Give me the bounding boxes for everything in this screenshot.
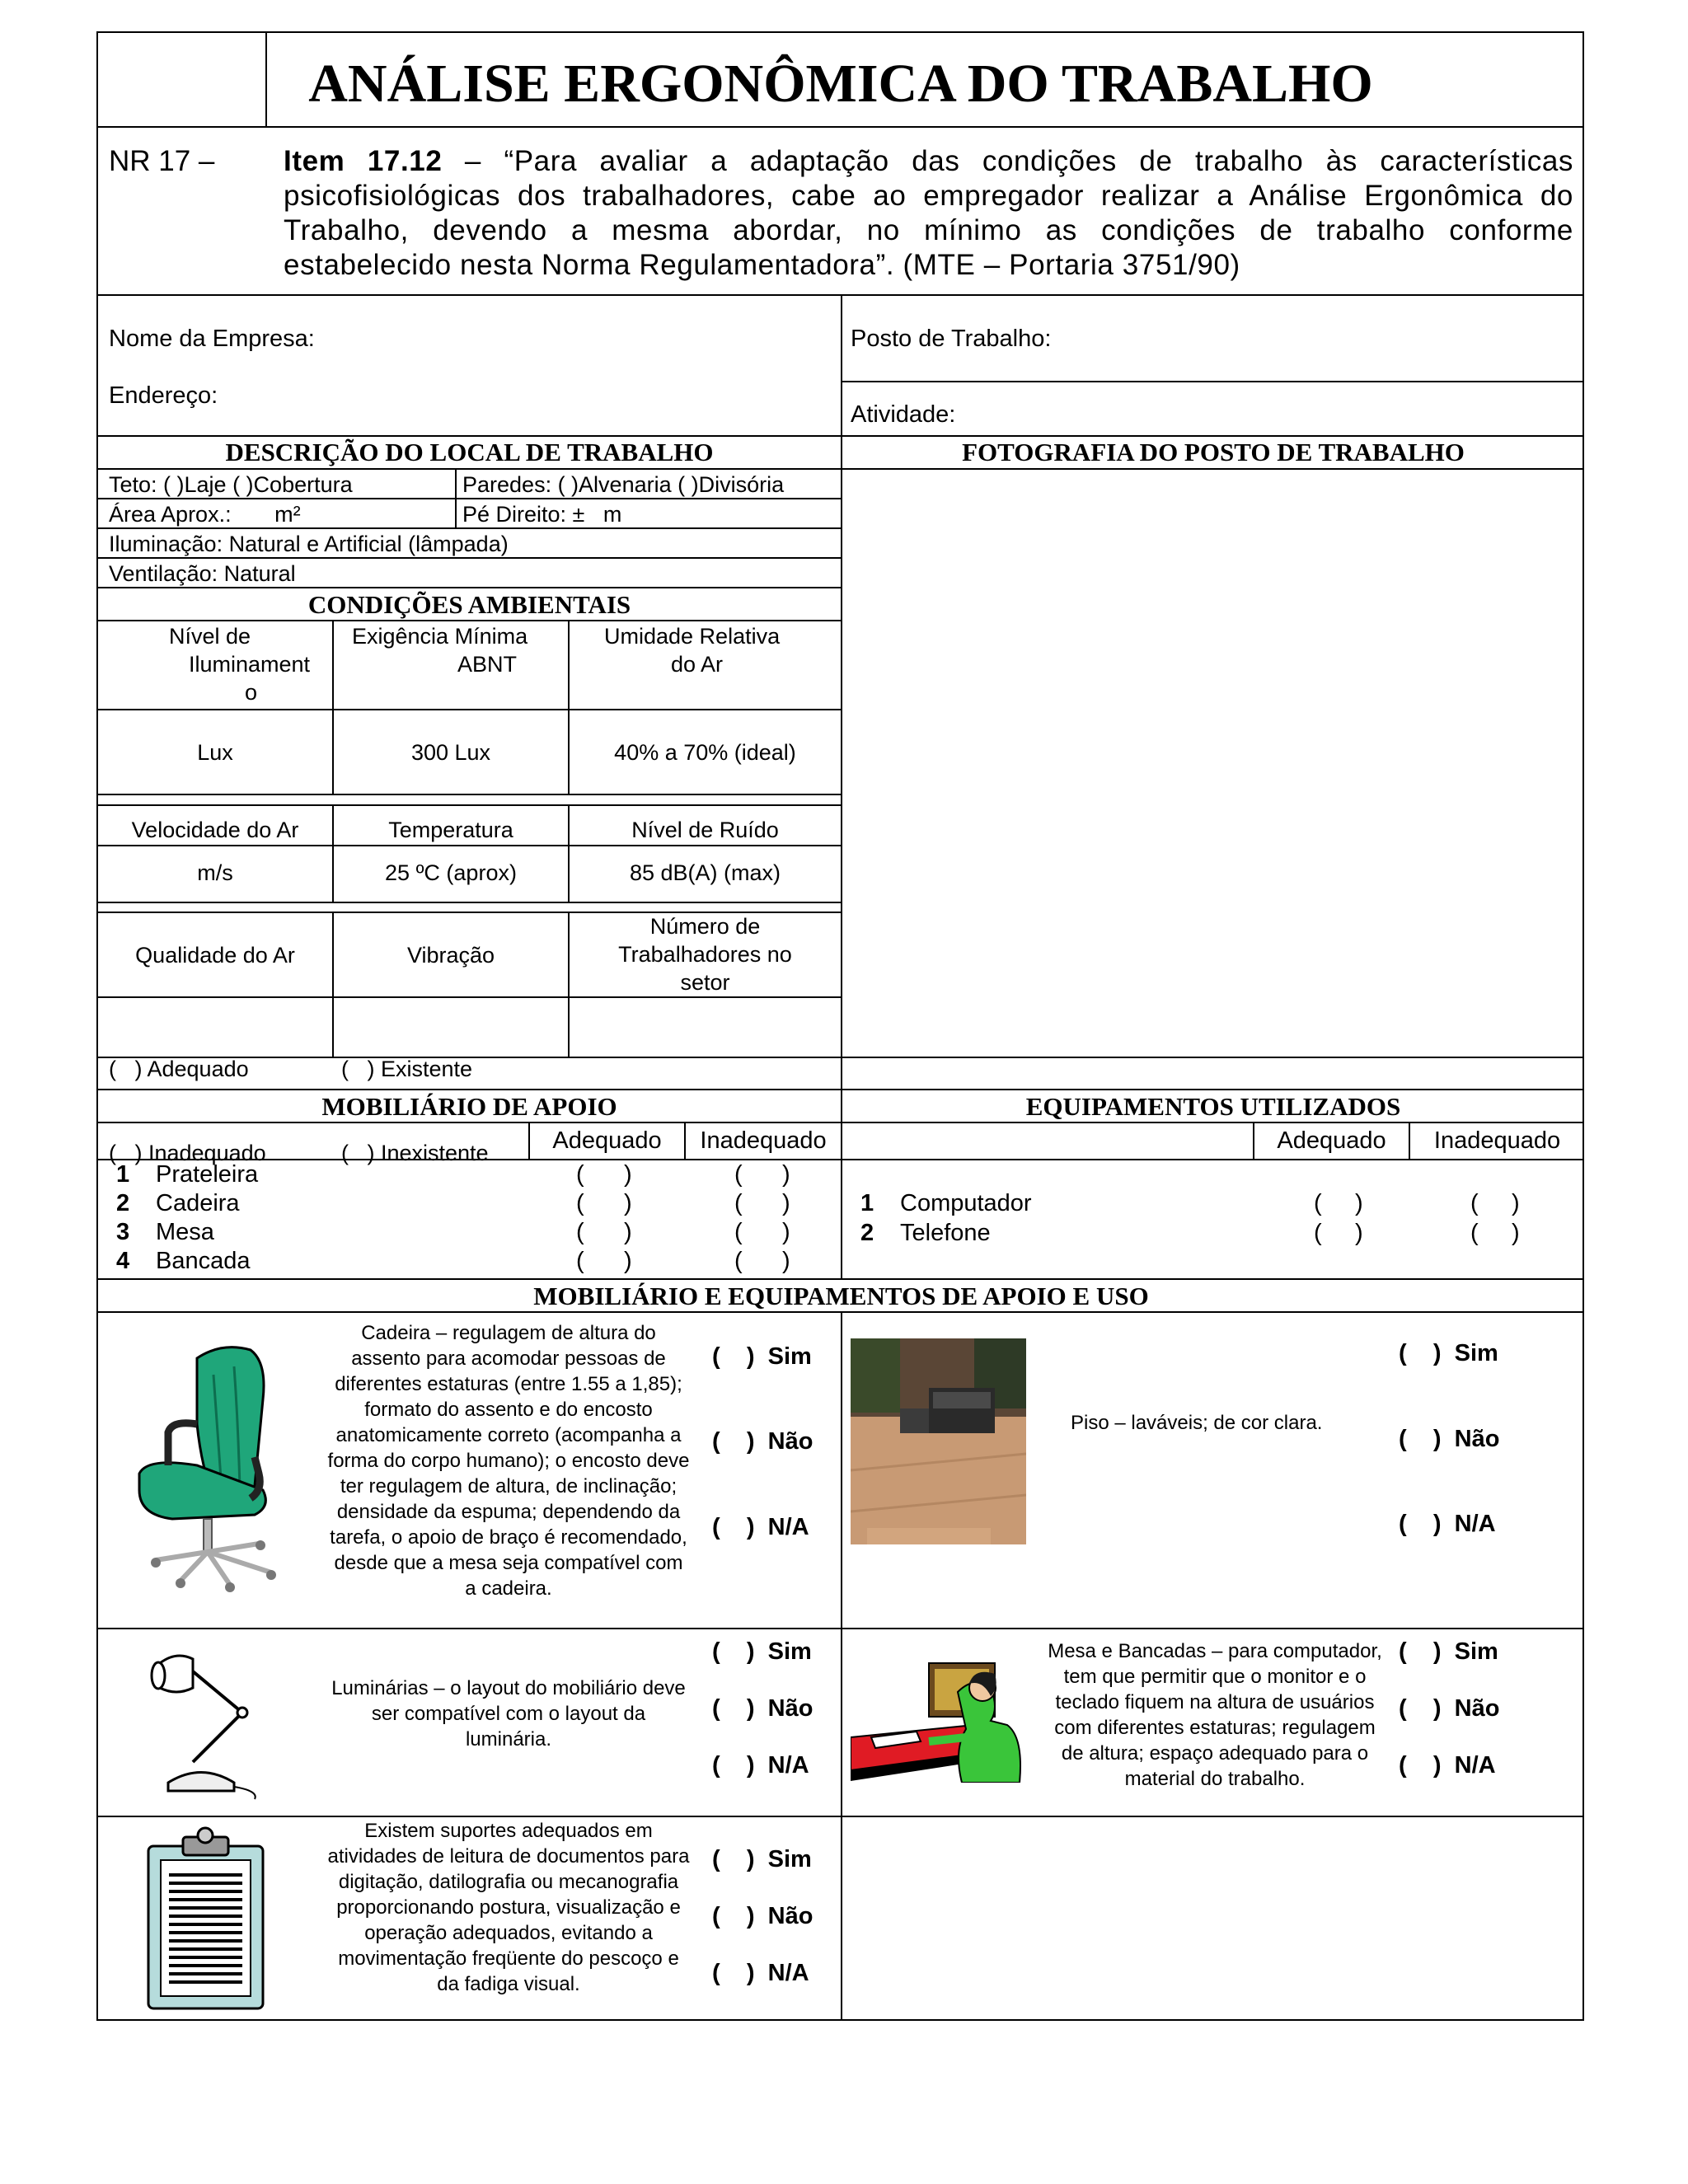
nr-item: Item 17.12 — [284, 145, 443, 177]
h3-line: Umidade Relativa — [604, 624, 781, 649]
item-adequado-check[interactable]: ( ) — [576, 1248, 632, 1274]
list-item — [116, 1218, 842, 1247]
nr-text — [284, 144, 1573, 283]
value-temperatura: 25 ºC (aprox) — [385, 860, 517, 885]
item-inadequado-check[interactable]: ( ) — [734, 1190, 790, 1216]
uso-box — [96, 1278, 1584, 2021]
floor-photo-icon — [851, 1338, 1026, 1544]
mobiliario-equip-box — [96, 1089, 1584, 1280]
paredes-field: Paredes: ( )Alvenaria ( )Divisória — [462, 472, 785, 497]
empresa-label: Nome da Empresa: — [109, 326, 315, 352]
value-abnt: 300 Lux — [410, 740, 491, 765]
item-inadequado-check[interactable]: ( ) — [734, 1248, 790, 1274]
mesa-na[interactable]: ( ) N/A — [1399, 1752, 1496, 1779]
mob-adequado-header: Adequado — [552, 1127, 662, 1154]
item-label: Prateleira — [156, 1161, 259, 1188]
mobiliario-heading: MOBILIÁRIO DE APOIO — [321, 1092, 617, 1121]
h1-line: Nível de — [169, 624, 251, 649]
nr-box — [96, 126, 1584, 296]
mesa-sim[interactable]: ( ) Sim — [1399, 1638, 1498, 1665]
item-inadequado-check[interactable]: ( ) — [734, 1161, 790, 1188]
header-vibracao: Vibração — [406, 943, 495, 968]
luminarias-sim[interactable]: ( ) Sim — [712, 1638, 812, 1665]
ambientais-heading: CONDIÇÕES AMBIENTAIS — [307, 590, 631, 619]
page-title: ANÁLISE ERGONÔMICA DO TRABALHO — [308, 54, 1373, 114]
suportes-nao[interactable]: ( ) Não — [712, 1903, 814, 1929]
nr-quote: – “Para avaliar a adaptação das condições de trabalho às características psicofisiológicas dos trabalhadores, cabe ao empregador realizar a Análise Ergonômica do Trabalho, devendo a mesma abordar, no mínimo as condições de trabalho conforme estabelecido nesta Norma Regulamentadora”. (MTE – Portaria 3751/90) — [284, 145, 1573, 281]
piso-sim[interactable]: ( ) Sim — [1399, 1340, 1498, 1366]
header-velocidade: Velocidade do Ar — [131, 818, 299, 842]
list-item — [860, 1219, 1569, 1249]
h1-line: o — [245, 680, 258, 705]
header-iluminamento — [98, 622, 332, 706]
atividade-label: Atividade: — [851, 401, 956, 428]
item-label: Bancada — [156, 1248, 251, 1274]
equipamentos-list — [860, 1189, 1569, 1249]
vibracao-existente[interactable]: ( ) Existente — [341, 1057, 473, 1081]
posto-label: Posto de Trabalho: — [851, 326, 1052, 352]
mesa-text: Mesa e Bancadas – para computador, tem que permitir que o monitor e o teclado fiquem na altura de usuários com diferentes estaturas; regulagem de altura; espaço adequado para o material do trabalho. — [1048, 1640, 1382, 1790]
teto-field: Teto: ( )Laje ( )Cobertura — [109, 472, 353, 497]
local-heading: DESCRIÇÃO DO LOCAL DE TRABALHO — [225, 438, 714, 466]
chair-icon — [123, 1342, 300, 1593]
mobiliario-list — [116, 1160, 842, 1276]
item-inadequado-check[interactable]: ( ) — [1470, 1190, 1520, 1216]
h9-line: Número de — [649, 914, 761, 939]
suportes-sim[interactable]: ( ) Sim — [712, 1846, 812, 1872]
title-box — [96, 31, 1584, 128]
uso-heading: MOBILIÁRIO E EQUIPAMENTOS DE APOIO E USO — [533, 1282, 1149, 1310]
piso-text: Piso – laváveis; de cor clara. — [1071, 1412, 1323, 1434]
item-adequado-check[interactable]: ( ) — [576, 1161, 632, 1188]
qualidade-inadequado[interactable]: ( ) Inadequado — [109, 1141, 266, 1165]
vibracao-inexistente[interactable]: ( ) Inexistente — [341, 1141, 489, 1165]
cadeira-na[interactable]: ( ) N/A — [712, 1514, 809, 1540]
area-field: Área Aprox.: m² — [109, 502, 301, 527]
item-adequado-check[interactable]: ( ) — [576, 1219, 632, 1245]
item-label: Telefone — [900, 1220, 991, 1246]
equip-inadequado-header: Inadequado — [1433, 1127, 1561, 1154]
iluminacao-field: Iluminação: Natural e Artificial (lâmpada) — [109, 532, 509, 556]
header-abnt — [334, 622, 568, 678]
h9-line: Trabalhadores no — [618, 942, 792, 967]
luminarias-nao[interactable]: ( ) Não — [712, 1695, 814, 1722]
item-adequado-check[interactable]: ( ) — [576, 1190, 632, 1216]
header-trabalhadores — [570, 912, 841, 996]
item-num: 2 — [860, 1220, 874, 1246]
list-item — [116, 1160, 842, 1189]
mesa-nao[interactable]: ( ) Não — [1399, 1695, 1500, 1722]
qualidade-adequado[interactable]: ( ) Adequado — [109, 1057, 249, 1081]
item-inadequado-check[interactable]: ( ) — [734, 1219, 790, 1245]
item-num: 1 — [860, 1190, 874, 1216]
item-label: Mesa — [156, 1219, 214, 1245]
luminarias-na[interactable]: ( ) N/A — [712, 1752, 809, 1779]
mob-inadequado-header: Inadequado — [700, 1127, 827, 1154]
suportes-na[interactable]: ( ) N/A — [712, 1960, 809, 1986]
info-box — [96, 294, 1584, 437]
pe-direito-field: Pé Direito: ± m — [462, 502, 622, 527]
foto-heading: FOTOGRAFIA DO POSTO DE TRABALHO — [962, 438, 1465, 466]
item-num: 4 — [116, 1248, 130, 1274]
value-lux: Lux — [197, 740, 233, 765]
piso-nao[interactable]: ( ) Não — [1399, 1426, 1500, 1452]
item-label: Computador — [900, 1190, 1032, 1216]
desk-worker-icon — [851, 1659, 1042, 1783]
value-umidade: 40% a 70% (ideal) — [614, 740, 796, 765]
equip-adequado-header: Adequado — [1277, 1127, 1386, 1154]
item-adequado-check[interactable]: ( ) — [1314, 1190, 1363, 1216]
cadeira-sim[interactable]: ( ) Sim — [712, 1343, 812, 1370]
clipboard-icon — [146, 1825, 265, 2011]
suportes-text: Existem suportes adequados em atividades de leitura de documentos para digitação, datilografia ou mecanografia proporcionando postura, visualização e operação adequados, evitando a movimentação freqüente do pescoço e da fadiga visual. — [327, 1820, 690, 1995]
list-item — [116, 1189, 842, 1218]
item-num: 1 — [116, 1161, 130, 1188]
h3-line: do Ar — [671, 652, 724, 677]
luminarias-text: Luminárias – o layout do mobiliário deve ser compatível com o layout da luminária. — [331, 1677, 686, 1750]
cadeira-text: Cadeira – regulagem de altura do assento para acomodar pessoas de diferentes estaturas (entre 1.55 a 1,85); formato do assento e do encosto anatomicamente correto (acompanha a forma do corpo humano); o encosto deve ter regulagem de altura, de inclinação; densidade da espuma; dependendo da tarefa, o apoio de braço é recomendado, desde que a mesa seja compatível com a cadeira. — [327, 1322, 690, 1600]
cadeira-nao[interactable]: ( ) Não — [712, 1428, 814, 1455]
item-label: Cadeira — [156, 1190, 240, 1216]
header-temperatura: Temperatura — [388, 818, 513, 842]
item-adequado-check[interactable]: ( ) — [1314, 1220, 1363, 1246]
ventilacao-field: Ventilação: Natural — [109, 561, 296, 586]
value-ruido: 85 dB(A) (max) — [629, 860, 781, 885]
item-num: 3 — [116, 1219, 130, 1245]
header-ruido: Nível de Ruído — [631, 818, 779, 842]
list-item — [860, 1189, 1569, 1219]
nr-label: NR 17 – — [109, 145, 215, 177]
item-inadequado-check[interactable]: ( ) — [1470, 1220, 1520, 1246]
equipamentos-heading: EQUIPAMENTOS UTILIZADOS — [1025, 1092, 1401, 1121]
h9-line: setor — [680, 970, 730, 995]
h1-line: Iluminament — [189, 652, 311, 677]
h2-line: ABNT — [457, 652, 518, 677]
h2-line: Exigência Mínima — [352, 624, 528, 649]
piso-na[interactable]: ( ) N/A — [1399, 1511, 1496, 1537]
endereco-label: Endereço: — [109, 382, 218, 409]
value-velocidade: m/s — [197, 860, 233, 885]
list-item — [116, 1247, 842, 1276]
lamp-icon — [143, 1647, 275, 1803]
item-num: 2 — [116, 1190, 130, 1216]
header-qualidade: Qualidade do Ar — [135, 943, 295, 968]
header-umidade — [570, 622, 841, 678]
